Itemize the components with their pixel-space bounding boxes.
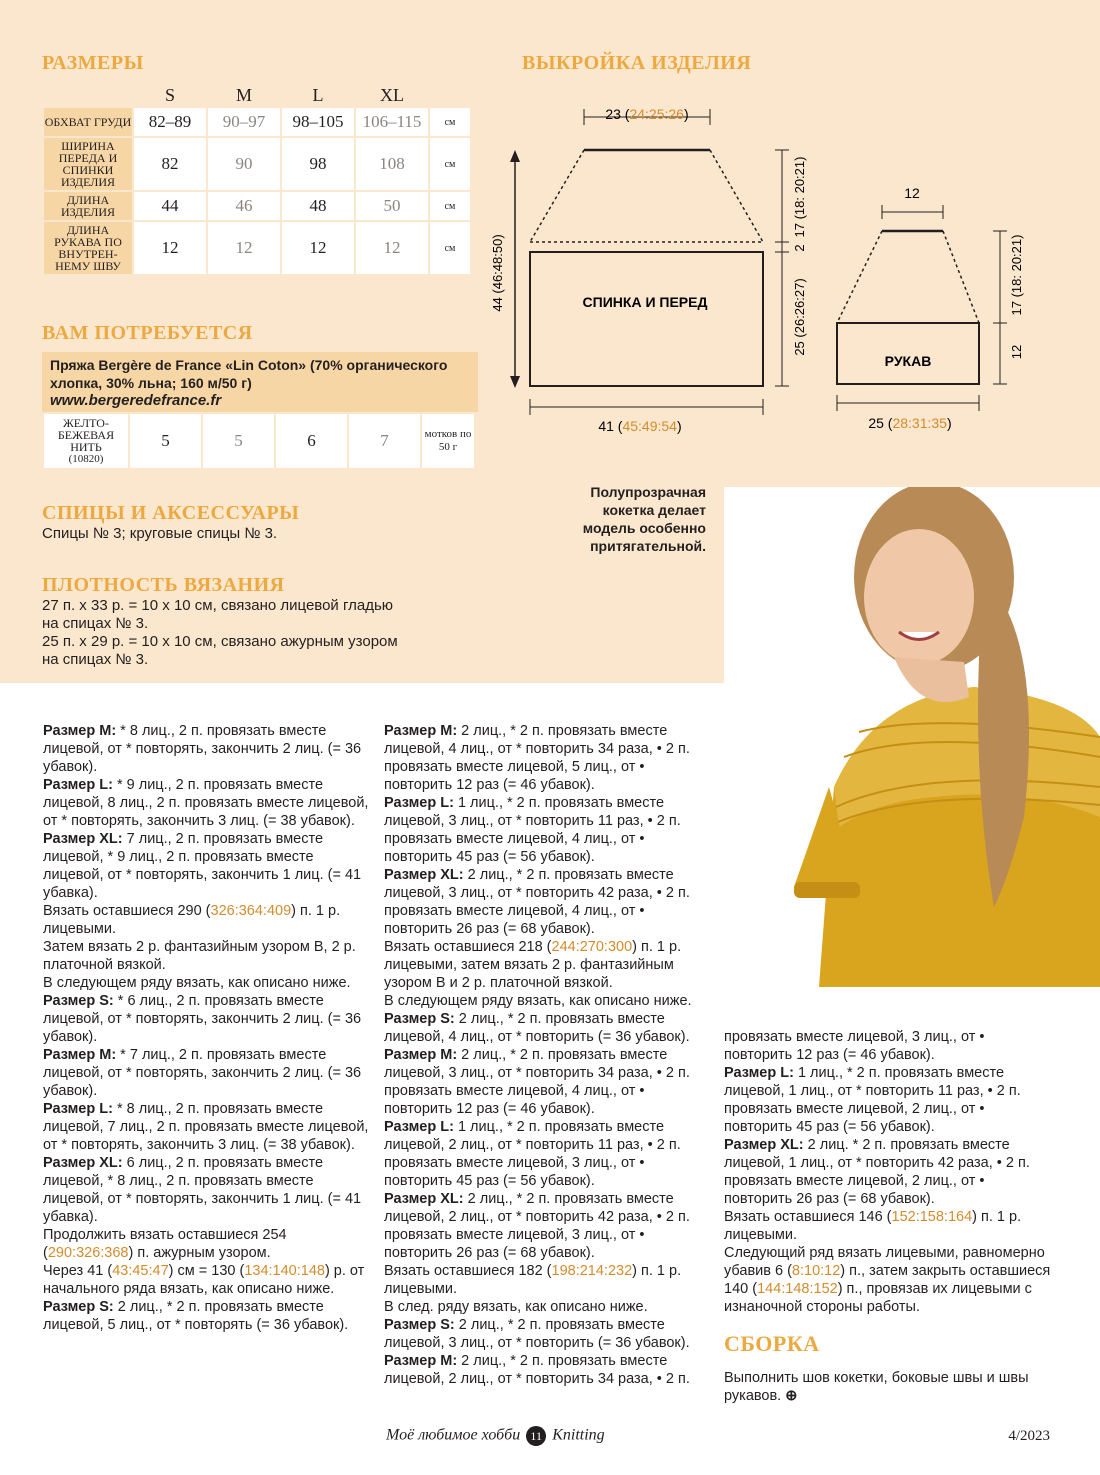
- cell: 90–97: [208, 108, 280, 136]
- issue-number: 4/2023: [1008, 1428, 1050, 1444]
- yarn-color-cell: [44, 414, 128, 468]
- body-lower-dim: 25 (26:26:27): [792, 278, 807, 356]
- yarn-qty: 5: [203, 414, 274, 468]
- cell: 98–105: [282, 108, 354, 136]
- body-top-dim: 23 (24:25:26): [605, 106, 689, 122]
- sleeve-label: РУКАВ: [884, 353, 932, 369]
- pattern-heading: ВЫКРОЙКА ИЗДЕЛИЯ: [522, 52, 752, 74]
- gauge-line: 25 п. х 29 р. = 10 х 10 см, связано ажурным узором: [42, 633, 398, 650]
- model-illustration: [724, 487, 1100, 987]
- body-height-dim: 44 (46:48:50): [490, 234, 505, 312]
- needles-text: Спицы № 3; круговые спицы № 3.: [42, 525, 278, 542]
- gauge-text: [42, 597, 398, 669]
- sizes-heading: РАЗМЕРЫ: [42, 52, 144, 74]
- cell: 108: [356, 138, 428, 190]
- cell: 82: [134, 138, 206, 190]
- assembly-heading: СБОРКА: [724, 1331, 820, 1356]
- size-header: XL: [356, 84, 428, 106]
- sleeve-lower-dim: 12: [1009, 344, 1024, 360]
- yarn-color-label: ЖЕЛТО-БЕЖЕВАЯ НИТЬ: [57, 416, 115, 454]
- unit: см: [430, 222, 470, 274]
- row-label: ДЛИНА ИЗДЕЛИЯ: [44, 192, 132, 220]
- gauge-line: на спицах № 3.: [42, 651, 149, 668]
- cell: 90: [208, 138, 280, 190]
- yarn-link[interactable]: www.bergeredefrance.fr: [50, 392, 222, 409]
- cell: 50: [356, 192, 428, 220]
- page-number: 11: [526, 1426, 546, 1446]
- size-header: L: [282, 84, 354, 106]
- instructions-column-1: Размер M: * 8 лиц., 2 п. провязать вместе лицевой, от * повторять, закончить 2 лиц. (= 36 убавок). Размер L: * 9 лиц., 2 п. провязать вместе лицевой, 8 лиц., 2 п. провязать вместе лицевой, от * повторять, закончить 3 лиц. (= 38 убавок). Размер XL: 7 лиц., 2 п. провязать вместе лицевой, * 9 лиц., 2 п. провязать вместе лицевой, от * повторять, закончить 1 лиц. (= 41 убавка). Вязать оставшиеся 290 (326:364:409) п. 1 р. лицевыми. Затем вязать 2 р. фантазийным узором B, 2 р. платочной вязкой. В следующем ряду вязать, как описано ниже. Размер S: * 6 лиц., 2 п. провязать вместе лицевой, от * повторять, закончить 2 лиц. (= 36 убавок). Размер M: * 7 лиц., 2 п. провязать вместе лицевой, от * повторять, закончить 2 лиц. (= 36 убавок). Размер L: * 8 лиц., 2 п. провязать вместе лицевой, 7 лиц., 2 п. провязать вместе лицевой, от * повторять, закончить 3 лиц. (= 38 убавок). Размер XL: 6 лиц., 2 п. провязать вместе лицевой, * 8 лиц., 2 п. провязать вместе лицевой, от * повторять, закончить 1 лиц. (= 41 убавка). Продолжить вязать оставшиеся 254 (290:326:368) п. ажурным узором. Через 41 (43:45:47) см = 130 (134:140:148) р. от начального ряда вязать, как описано ниже. Размер S: 2 лиц., * 2 п. провязать вместе лицевой, 5 лиц., от * повторять (= 36 убавок).: [43, 723, 369, 1333]
- cell: 12: [208, 222, 280, 274]
- cell: 12: [356, 222, 428, 274]
- body-yoke-dim: 17 (18: 20:21): [792, 156, 807, 238]
- gauge-heading: ПЛОТНОСТЬ ВЯЗАНИЯ: [42, 574, 285, 596]
- magazine-name: Моё любимое хобби: [386, 1426, 521, 1444]
- cell: 48: [282, 192, 354, 220]
- sleeve-bottom-dim: 25 (28:31:35): [868, 415, 952, 431]
- section-name: Knitting: [552, 1426, 605, 1444]
- unit: см: [430, 108, 470, 136]
- size-header: M: [208, 84, 280, 106]
- sleeve-top-dim: 12: [904, 185, 920, 201]
- yarn-qty: 6: [276, 414, 347, 468]
- size-header: S: [134, 84, 206, 106]
- yarn-line: хлопка, 30% льна; 160 м/50 г): [50, 375, 252, 391]
- body-label: СПИНКА И ПЕРЕД: [582, 294, 708, 310]
- photo-caption: Полупрозрачная кокетка делает модель особенно притягательной.: [582, 484, 706, 554]
- materials-heading: ВАМ ПОТРЕБУЕТСЯ: [42, 322, 253, 344]
- body-band-dim: 2: [792, 244, 807, 252]
- yarn-info: [42, 352, 478, 412]
- cell: 12: [134, 222, 206, 274]
- body-bottom-dim: 41 (45:49:54): [598, 418, 682, 434]
- yarn-quantity-table: [42, 412, 476, 470]
- unit: см: [430, 138, 470, 190]
- yarn-line: Пряжа Bergère de France «Lin Coton» (70% органического: [50, 357, 448, 373]
- cell: 12: [282, 222, 354, 274]
- model-photo: [724, 487, 1100, 987]
- cell: 82–89: [134, 108, 206, 136]
- instructions-column-3: провязать вместе лицевой, 3 лиц., от • повторить 12 раз (= 46 убавок). Размер L: 1 лиц., * 2 п. провязать вместе лицевой, 1 лиц., от * повторить 11 раз, • 2 п. провязать вместе лицевой, 2 лиц., от • повторить 45 раз (= 56 убавок). Размер XL: 2 лиц. * 2 п. провязать вместе лицевой, 1 лиц., от * повторить 42 раза, • 2 п. провязать вместе лицевой, 2 лиц., от • повторить 26 раз (= 68 убавок). Вязать оставшиеся 146 (152:158:164) п. 1 р. лицевыми. Следующий ряд вязать лицевыми, равномерно убавив 6 (8:10:12) п., затем закрыть оставшиеся 140 (144:148:152) п., провязав их лицевыми с изнаночной стороны работы.: [724, 1029, 1051, 1315]
- cell: 106–115: [356, 108, 428, 136]
- instructions-column-2: Размер M: 2 лиц., * 2 п. провязать вместе лицевой, 4 лиц., от * повторить 34 раза, • 2 п. провязать вместе лицевой, 5 лиц., от • повторить 12 раз (= 46 убавок). Размер L: 1 лиц., * 2 п. провязать вместе лицевой, 3 лиц., от * повторить 11 раз, • 2 п. провязать вместе лицевой, 4 лиц., от • повторить 45 раз (= 56 убавок). Размер XL: 2 лиц., * 2 п. провязать вместе лицевой, 3 лиц., от * повторить 42 раза, • 2 п. провязать вместе лицевой, 4 лиц., от • повторить 26 раз (= 68 убавок). Вязать оставшиеся 218 (244:270:300) п. 1 р. лицевыми, затем вязать 2 р. фантазийным узором B и 2 р. платочной вязкой. В следующем ряду вязать, как описано ниже. Размер S: 2 лиц., * 2 п. провязать вместе лицевой, 4 лиц., от * повторить (= 36 убавок). Размер M: 2 лиц., * 2 п. провязать вместе лицевой, 3 лиц., от * повторить 34 раза, • 2 п. провязать вместе лицевой, 4 лиц., от • повторить 12 раз (= 46 убавок). Размер L: 1 лиц., * 2 п. провязать вместе лицевой, 2 лиц., от * повторить 11 раз, • 2 п. провязать вместе лицевой, 3 лиц., от • повторить 45 раз (= 56 убавок). Размер XL: 2 лиц., * 2 п. провязать вместе лицевой, 2 лиц., от * повторить 42 раза, • 2 п. провязать вместе лицевой, 3 лиц., от • повторить 26 раз (= 68 убавок). Вязать оставшиеся 182 (198:214:232) п. 1 р. лицевыми. В след. ряду вязать, как описано ниже. Размер S: 2 лиц., * 2 п. провязать вместе лицевой, 3 лиц., от * повторить (= 36 убавок). Размер M: 2 лиц., * 2 п. провязать вместе лицевой, 2 лиц., от * повторить 34 раза, • 2 п.: [384, 723, 692, 1387]
- footer-brand: [386, 1426, 605, 1446]
- cell: 46: [208, 192, 280, 220]
- yarn-unit: мотков по 50 г: [422, 414, 474, 468]
- yarn-color-code: (10820): [68, 453, 104, 465]
- cell: 44: [134, 192, 206, 220]
- row-label: ШИРИНА ПЕРЕДА И СПИНКИ ИЗДЕЛИЯ: [44, 138, 132, 190]
- gauge-line: 27 п. х 33 р. = 10 х 10 см, связано лицевой гладью: [42, 597, 394, 614]
- unit: см: [430, 192, 470, 220]
- size-table: [42, 82, 472, 276]
- yarn-qty: 5: [130, 414, 201, 468]
- cell: 98: [282, 138, 354, 190]
- gauge-line: на спицах № 3.: [42, 615, 149, 632]
- sleeve-yoke-dim: 17 (18: 20:21): [1009, 234, 1024, 316]
- pattern-diagram: [480, 95, 1080, 440]
- row-label: ДЛИНА РУКАВА ПО ВНУТРЕН-НЕМУ ШВУ: [44, 222, 132, 274]
- row-label: ОБХВАТ ГРУДИ: [44, 108, 132, 136]
- assembly-text: Выполнить шов кокетки, боковые швы и швы рукавов. ⊕: [724, 1370, 1029, 1404]
- needles-heading: СПИЦЫ И АКСЕССУАРЫ: [42, 502, 300, 524]
- yarn-qty: 7: [349, 414, 420, 468]
